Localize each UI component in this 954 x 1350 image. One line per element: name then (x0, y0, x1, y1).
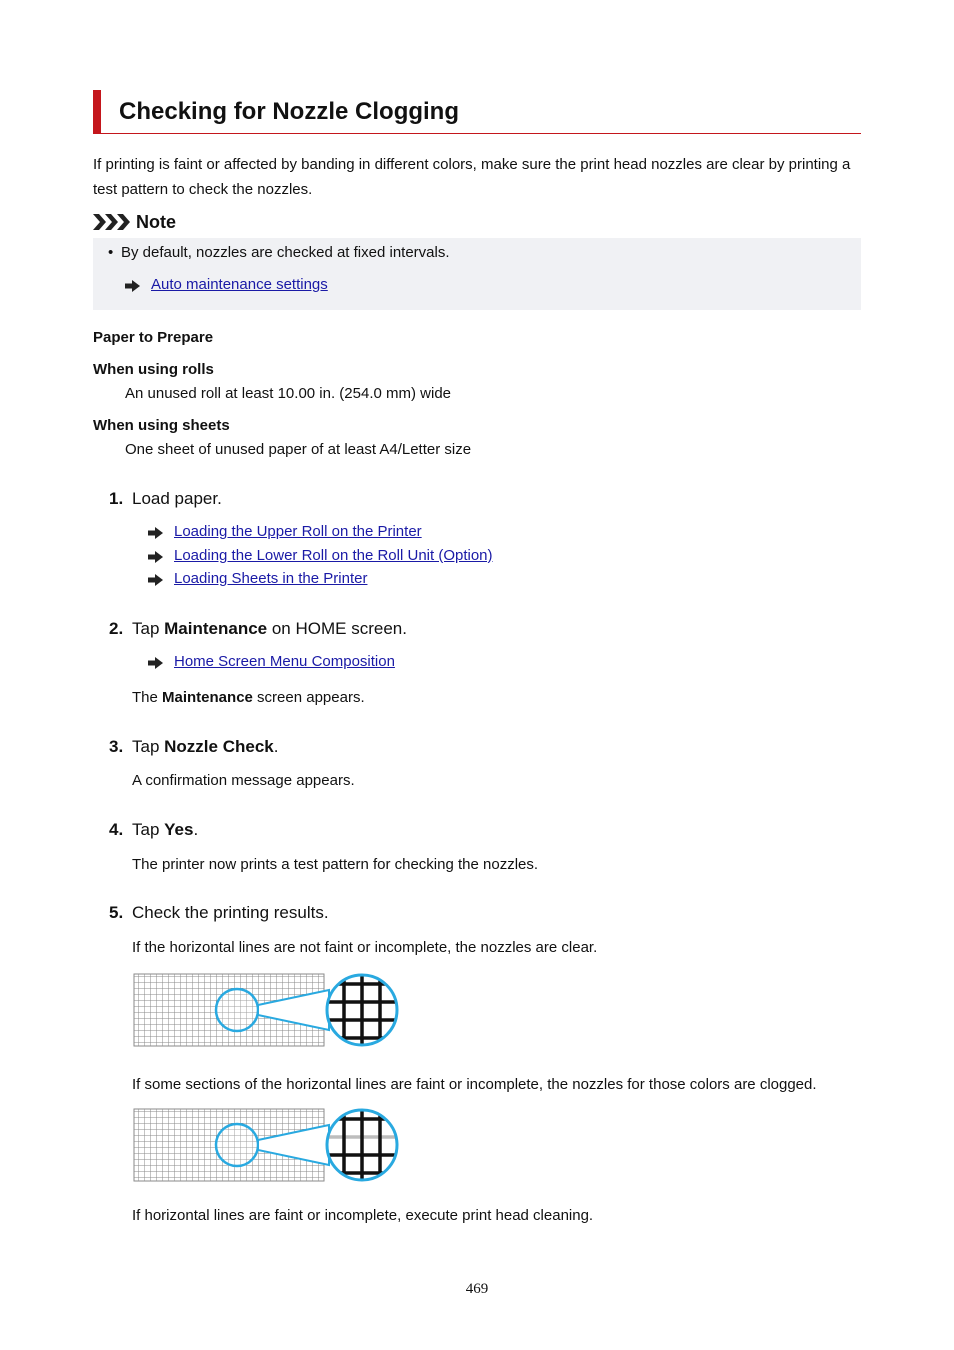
step-4-text (132, 820, 198, 840)
title-accent-bar (93, 90, 101, 133)
rolls-label: When using rolls (93, 361, 214, 378)
step-3-bold: Nozzle Check (164, 737, 274, 756)
step-2-desc-pre: The (132, 689, 163, 706)
bullet-dot: • (108, 244, 114, 261)
step-4-number: 4. (109, 820, 124, 839)
sheets-text: One sheet of unused paper of at least A4/Letter size (125, 441, 472, 458)
step-4-description: The printer now prints a test pattern for checking the nozzles. (132, 856, 539, 873)
upper-roll-link[interactable]: Loading the Upper Roll on the Printer (174, 523, 422, 540)
page-title: Checking for Nozzle Clogging (119, 98, 459, 125)
step-3-number: 3. (109, 737, 124, 756)
step-4-post: . (193, 820, 199, 839)
loading-sheets-link[interactable]: Loading Sheets in the Printer (174, 570, 368, 587)
right-arrow-icon (148, 527, 163, 539)
step-1-number: 1. (109, 489, 124, 508)
nozzle-pattern-clogged-image (132, 1105, 402, 1185)
step-3-post: . (273, 737, 279, 756)
note-label: Note (136, 212, 176, 232)
home-screen-menu-link[interactable]: Home Screen Menu Composition (174, 653, 395, 670)
step-2-desc-bold: Maintenance (162, 689, 253, 706)
auto-maintenance-link[interactable]: Auto maintenance settings (151, 276, 328, 293)
sheets-label: When using sheets (93, 417, 230, 434)
note-chevrons-icon (93, 213, 131, 231)
nozzle-pattern-clear-image (132, 970, 402, 1050)
note-box (93, 238, 861, 310)
right-arrow-icon (148, 574, 163, 586)
step-2-desc-post: screen appears. (252, 689, 365, 706)
step-1-text: Load paper. (132, 489, 222, 508)
step-2-bold: Maintenance (164, 619, 268, 638)
step-5-desc-clogged: If some sections of the horizontal lines are faint or incomplete, the nozzles for those colors are clogged. (132, 1076, 817, 1093)
step-2-description (132, 689, 365, 706)
step-2-number: 2. (109, 619, 124, 638)
page-title-block (93, 90, 861, 134)
step-4-bold: Yes (164, 820, 194, 839)
page-number: 469 (465, 1281, 489, 1297)
step-3-text (132, 737, 278, 757)
step-4-pre: Tap (132, 820, 165, 839)
right-arrow-icon (148, 657, 163, 669)
step-2-text (132, 619, 407, 639)
intro-paragraph: If printing is faint or affected by banding in different colors, make sure the print head nozzles are clear by printing a test pattern to check the nozzles. (93, 156, 851, 198)
step-5-text: Check the printing results. (132, 903, 329, 922)
step-2-pre: Tap (132, 619, 165, 638)
step-2-post: on HOME screen. (267, 619, 407, 638)
step-5-desc-clear: If the horizontal lines are not faint or incomplete, the nozzles are clear. (132, 939, 598, 956)
note-bullet-text: By default, nozzles are checked at fixed intervals. (121, 244, 450, 261)
rolls-text: An unused roll at least 10.00 in. (254.0 mm) wide (125, 385, 452, 402)
step-3-description: A confirmation message appears. (132, 772, 355, 789)
right-arrow-icon (148, 551, 163, 563)
step-5-desc-cleaning: If horizontal lines are faint or incomplete, execute print head cleaning. (132, 1207, 594, 1224)
step-5-number: 5. (109, 903, 124, 922)
lower-roll-link[interactable]: Loading the Lower Roll on the Roll Unit (Option) (174, 547, 493, 564)
right-arrow-icon (125, 280, 140, 292)
paper-heading: Paper to Prepare (93, 329, 214, 346)
step-3-pre: Tap (132, 737, 165, 756)
